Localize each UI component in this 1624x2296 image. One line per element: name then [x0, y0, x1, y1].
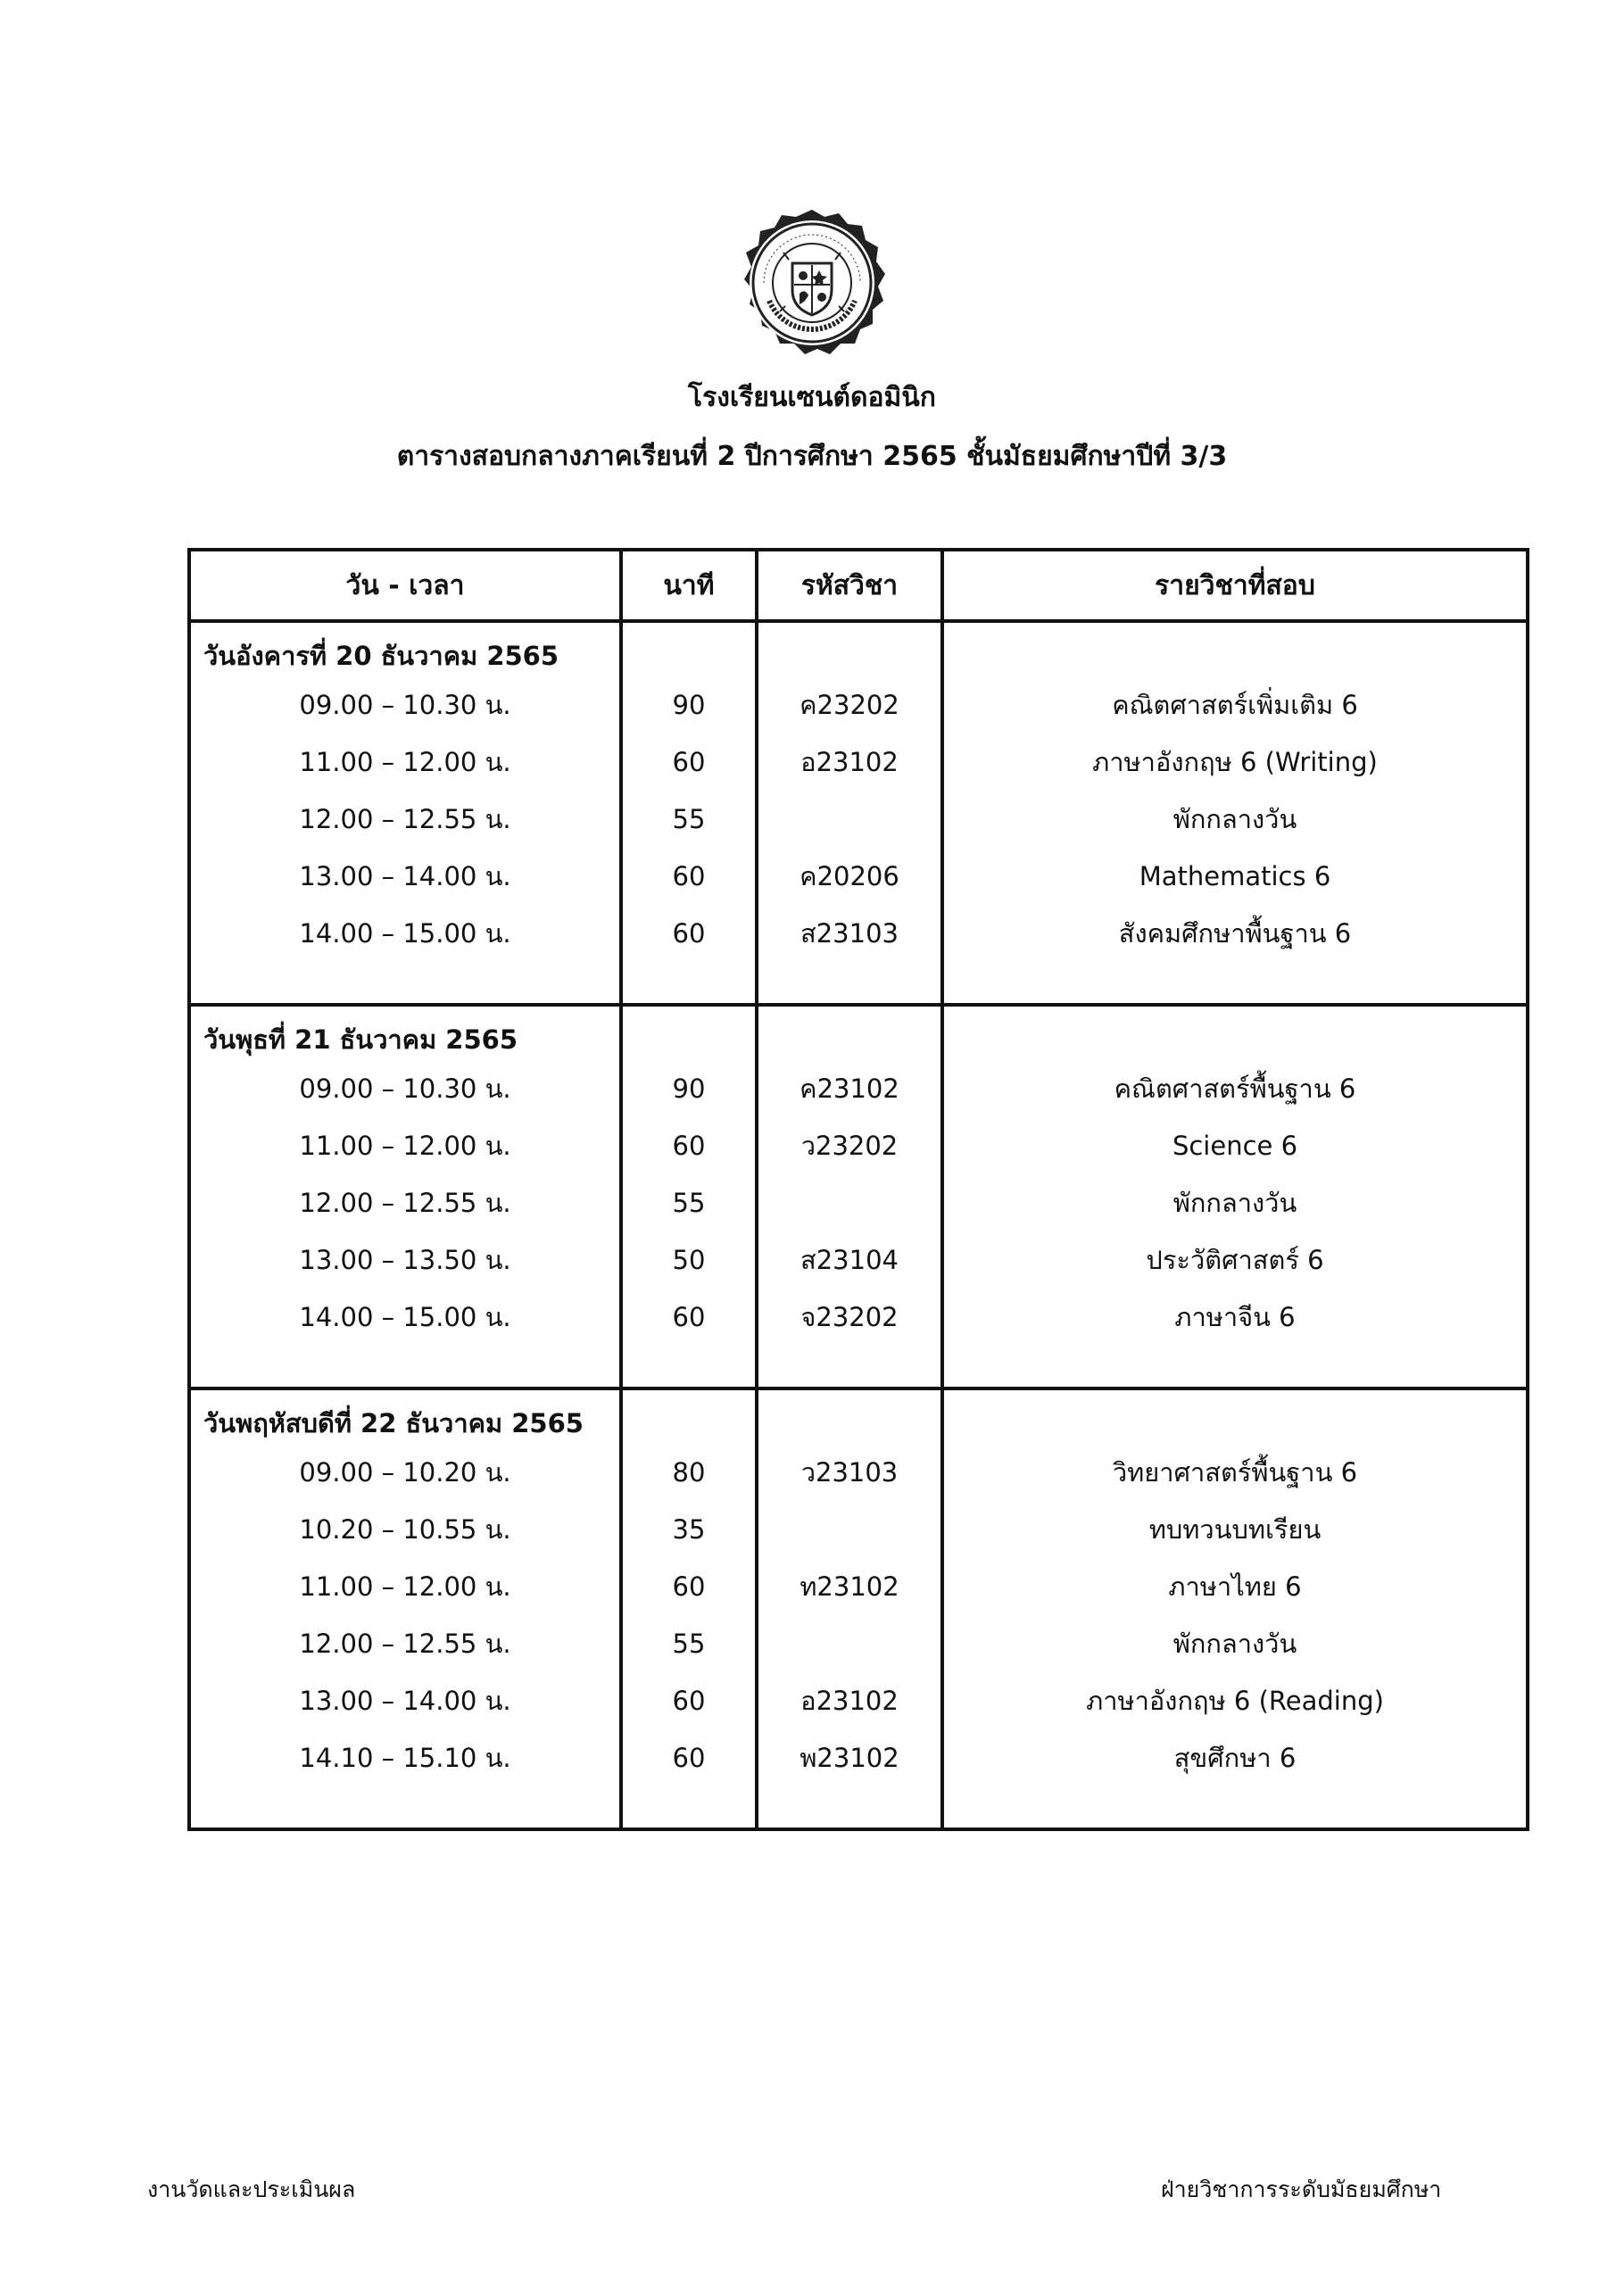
day-label: วันพฤหัสบดีที่ 22 ธันวาคม 2565 — [189, 1388, 621, 1444]
minutes-cell: 60 — [621, 848, 757, 905]
time-cell: 11.00 – 12.00 น. — [189, 1117, 621, 1174]
table-row — [189, 1501, 1528, 1558]
subject-cell: สังคมศึกษาพื้นฐาน 6 — [942, 905, 1528, 962]
code-cell: พ23102 — [757, 1729, 942, 1786]
time-cell: 09.00 – 10.30 น. — [189, 1060, 621, 1117]
minutes-cell: 60 — [621, 905, 757, 962]
table-row — [189, 734, 1528, 791]
subject-cell: ประวัติศาสตร์ 6 — [942, 1231, 1528, 1289]
time-cell: 13.00 – 13.50 น. — [189, 1231, 621, 1289]
table-row — [189, 905, 1528, 962]
subject-cell: Mathematics 6 — [942, 848, 1528, 905]
day-label: วันอังคารที่ 20 ธันวาคม 2565 — [189, 621, 621, 676]
code-cell: อ23102 — [757, 1672, 942, 1729]
footer-department-left: งานวัดและประเมินผล — [147, 2176, 356, 2202]
minutes-cell: 60 — [621, 1558, 757, 1615]
table-row — [189, 791, 1528, 848]
code-cell: ท23102 — [757, 1558, 942, 1615]
day-block — [189, 1005, 1528, 1388]
time-cell: 13.00 – 14.00 น. — [189, 848, 621, 905]
time-cell: 13.00 – 14.00 น. — [189, 1672, 621, 1729]
minutes-cell: 60 — [621, 1117, 757, 1174]
subject-cell: พักกลางวัน — [942, 791, 1528, 848]
time-cell: 10.20 – 10.55 น. — [189, 1501, 621, 1558]
code-cell — [757, 1501, 942, 1558]
code-cell: ค23202 — [757, 676, 942, 734]
table-row — [189, 1615, 1528, 1672]
time-cell: 12.00 – 12.55 น. — [189, 791, 621, 848]
minutes-cell: 60 — [621, 1729, 757, 1786]
table-row — [189, 1060, 1528, 1117]
exam-schedule-title: ตารางสอบกลางภาคเรียนที่ 2 ปีการศึกษา 2565 ชั้นมัธยมศึกษาปีที่ 3/3 — [396, 441, 1228, 472]
table-row — [189, 1289, 1528, 1346]
table-row — [189, 676, 1528, 734]
school-name: โรงเรียนเซนต์ดอมินิก — [688, 382, 936, 413]
subject-cell: สุขศึกษา 6 — [942, 1729, 1528, 1786]
table-row — [189, 1729, 1528, 1786]
time-cell: 12.00 – 12.55 น. — [189, 1615, 621, 1672]
time-cell: 09.00 – 10.30 น. — [189, 676, 621, 734]
time-cell: 09.00 – 10.20 น. — [189, 1444, 621, 1501]
subject-cell: ทบทวนบทเรียน — [942, 1501, 1528, 1558]
code-cell: ว23202 — [757, 1117, 942, 1174]
day-label: วันพุธที่ 21 ธันวาคม 2565 — [189, 1005, 621, 1060]
table-row — [189, 1444, 1528, 1501]
minutes-cell: 90 — [621, 1060, 757, 1117]
day-block — [189, 1388, 1528, 1829]
time-cell: 11.00 – 12.00 น. — [189, 734, 621, 791]
column-header-minutes: นาที — [621, 550, 757, 621]
code-cell: อ23102 — [757, 734, 942, 791]
subject-cell: พักกลางวัน — [942, 1615, 1528, 1672]
table-header-row — [189, 550, 1528, 621]
table-row — [189, 848, 1528, 905]
subject-cell: วิทยาศาสตร์พื้นฐาน 6 — [942, 1444, 1528, 1501]
code-cell — [757, 1615, 942, 1672]
exam-schedule-table — [187, 548, 1529, 1831]
column-header-time: วัน - เวลา — [189, 550, 621, 621]
code-cell: จ23202 — [757, 1289, 942, 1346]
time-cell: 14.00 – 15.00 น. — [189, 905, 621, 962]
minutes-cell: 55 — [621, 791, 757, 848]
code-cell: ว23103 — [757, 1444, 942, 1501]
minutes-cell: 55 — [621, 1615, 757, 1672]
code-cell — [757, 1174, 942, 1231]
code-cell: ส23104 — [757, 1231, 942, 1289]
subject-cell: ภาษาอังกฤษ 6 (Writing) — [942, 734, 1528, 791]
table-row — [189, 1231, 1528, 1289]
column-header-subject: รายวิชาที่สอบ — [942, 550, 1528, 621]
code-cell — [757, 791, 942, 848]
minutes-cell: 60 — [621, 734, 757, 791]
code-cell: ส23103 — [757, 905, 942, 962]
subject-cell: ภาษาอังกฤษ 6 (Reading) — [942, 1672, 1528, 1729]
time-cell: 11.00 – 12.00 น. — [189, 1558, 621, 1615]
school-seal-logo — [737, 208, 887, 358]
minutes-cell: 90 — [621, 676, 757, 734]
code-cell: ค23102 — [757, 1060, 942, 1117]
minutes-cell: 50 — [621, 1231, 757, 1289]
table-row — [189, 1117, 1528, 1174]
subject-cell: ภาษาไทย 6 — [942, 1558, 1528, 1615]
day-block — [189, 621, 1528, 1005]
subject-cell: ภาษาจีน 6 — [942, 1289, 1528, 1346]
column-header-code: รหัสวิชา — [757, 550, 942, 621]
time-cell: 14.00 – 15.00 น. — [189, 1289, 621, 1346]
code-cell: ค20206 — [757, 848, 942, 905]
table-row — [189, 1558, 1528, 1615]
subject-cell: Science 6 — [942, 1117, 1528, 1174]
subject-cell: คณิตศาสตร์พื้นฐาน 6 — [942, 1060, 1528, 1117]
table-row — [189, 1174, 1528, 1231]
minutes-cell: 60 — [621, 1289, 757, 1346]
minutes-cell: 80 — [621, 1444, 757, 1501]
time-cell: 14.10 – 15.10 น. — [189, 1729, 621, 1786]
subject-cell: คณิตศาสตร์เพิ่มเติม 6 — [942, 676, 1528, 734]
table-row — [189, 1672, 1528, 1729]
subject-cell: พักกลางวัน — [942, 1174, 1528, 1231]
minutes-cell: 35 — [621, 1501, 757, 1558]
footer-department-right: ฝ่ายวิชาการระดับมัธยมศึกษา — [1161, 2176, 1442, 2202]
time-cell: 12.00 – 12.55 น. — [189, 1174, 621, 1231]
minutes-cell: 55 — [621, 1174, 757, 1231]
minutes-cell: 60 — [621, 1672, 757, 1729]
